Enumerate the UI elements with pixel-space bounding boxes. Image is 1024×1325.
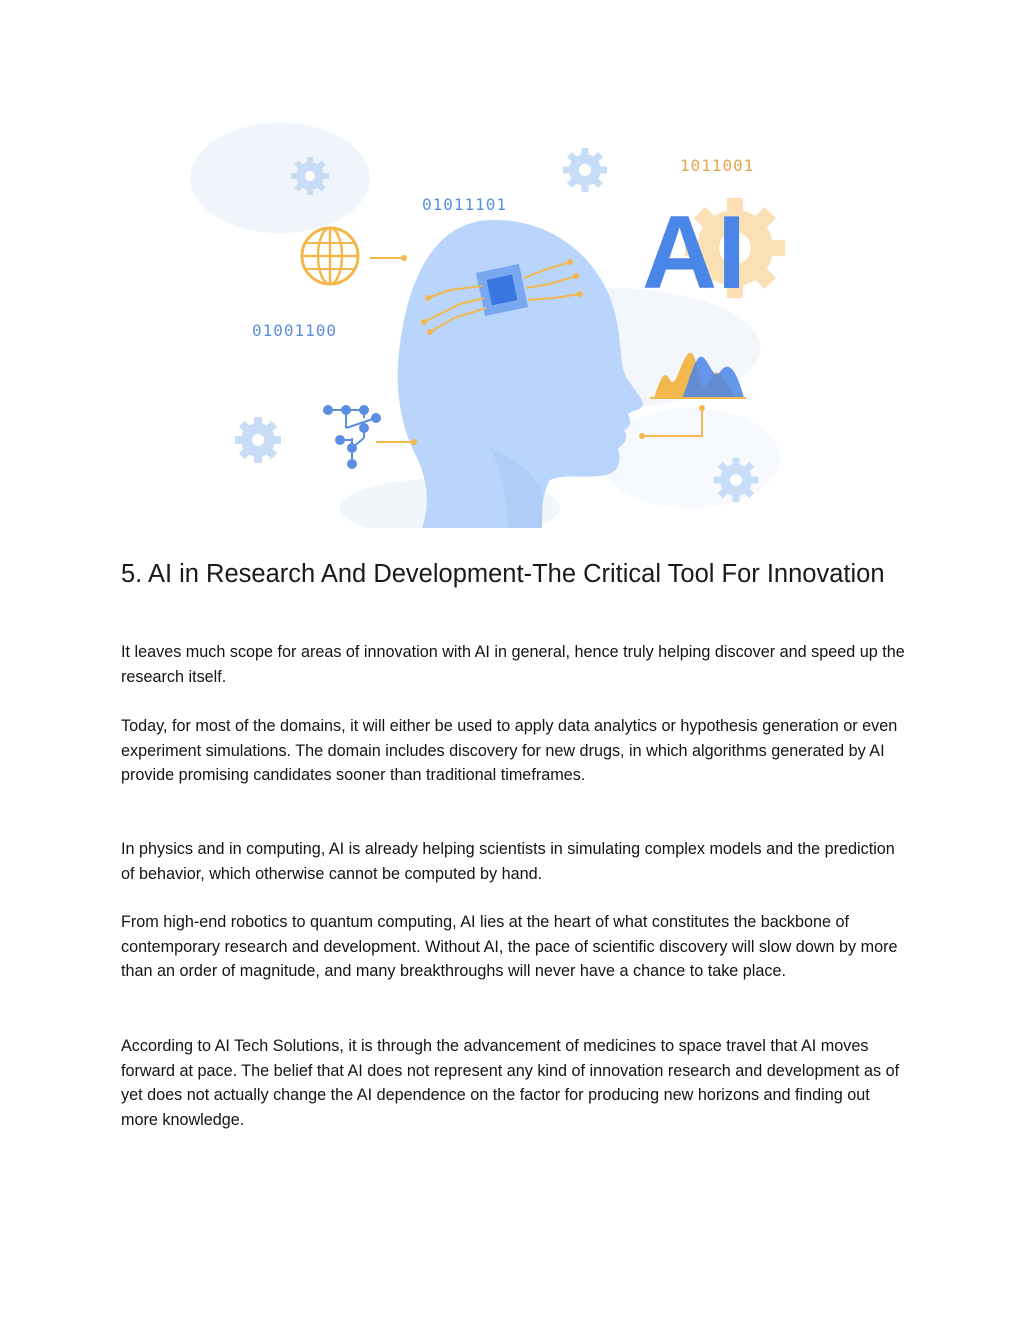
gear-icon [563,148,607,192]
gear-icon [235,417,281,463]
gear-icon [291,157,329,195]
section-heading: 5. AI in Research And Development-The Critical Tool For Innovation [121,560,885,588]
globe-icon [302,228,358,284]
paragraph: According to AI Tech Solutions, it is through the advancement of medicines to space travel that AI moves forward at pace. The belief that AI does not represent any kind of innovation research and development as of yet does not actually change the AI dependence on the factor for producing new horizons and finding out more knowledge. [121,1037,900,1129]
ai-logo-text: AI [642,195,746,311]
paragraph: It leaves much scope for areas of innovation with AI in general, hence truly helping discover and speed up the research itself. [121,643,905,686]
ai-head-illustration [190,118,802,528]
binary-label-top-right: 1011001 [680,156,755,175]
paragraph: In physics and in computing, AI is already helping scientists in simulating complex models and the prediction of behavior, which otherwise cannot be computed by hand. [121,840,895,883]
binary-label-top: 01011101 [422,195,508,214]
paragraph: From high-end robotics to quantum computing, AI lies at the heart of what constitutes the backbone of contemporary research and development. Without AI, the pace of scientific discovery will slow down by more than an order of magnitude, and many breakthroughs will never have a chance to take place. [121,913,898,980]
paragraph: Today, for most of the domains, it will either be used to apply data analytics or hypothesis generation or even experiment simulations. The domain includes discovery for new drugs, in which algorithms generated by AI provide promising candidates sooner than traditional timeframes. [121,717,898,784]
binary-label-left: 01001100 [252,321,338,340]
gear-icon [714,458,758,502]
